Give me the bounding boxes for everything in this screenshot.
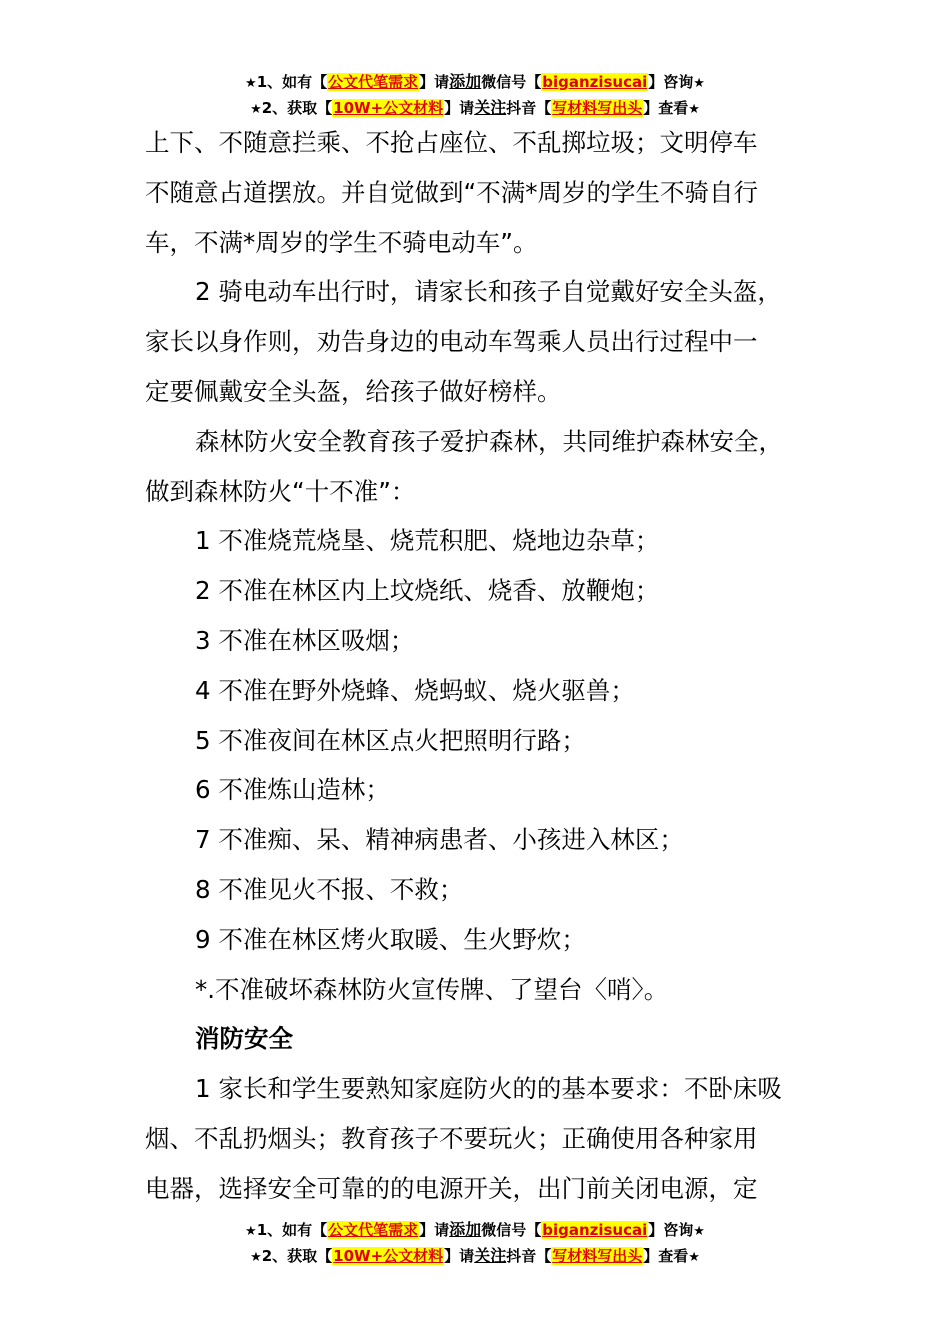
star-icon: ★ <box>693 1224 705 1239</box>
text-line: 做到森林防火“十不准”： <box>145 476 416 506</box>
highlight-service: 公文代笔需求 <box>328 1221 419 1239</box>
highlight-materials: 10W+公文材料 <box>333 99 444 117</box>
star-icon: ★ <box>688 102 700 117</box>
footer-banner <box>0 1218 950 1270</box>
highlight-materials: 10W+公文材料 <box>333 1247 444 1265</box>
highlight-wechat-id: biganzisucai <box>542 73 648 91</box>
banner-line-2: ★2、获取【10W+公文材料】请关注抖音【写材料写出头】查看★ <box>250 98 700 117</box>
text-line: 烟、不乱扔烟头；教育孩子不要玩火；正确使用各种家用 <box>145 1123 758 1153</box>
list-item: 2 不准在林区内上坟烧纸、烧香、放鞭炮； <box>195 576 660 606</box>
banner-line-1: ★1、如有【公文代笔需求】请添加微信号【biganzisucai】咨询★ <box>245 72 705 91</box>
text-line: 不随意占道摆放。并自觉做到“不满*周岁的学生不骑自行 <box>145 177 758 207</box>
text-line: 车，不满*周岁的学生不骑电动车”。 <box>145 227 538 257</box>
list-item: 7 不准痴、呆、精神病患者、小孩进入林区； <box>195 825 684 855</box>
text-line: 电器，选择安全可靠的的电源开关，出门前关闭电源，定 <box>145 1173 758 1203</box>
star-icon: ★ <box>245 1224 257 1239</box>
star-icon: ★ <box>250 1250 262 1265</box>
highlight-wechat-id: biganzisucai <box>542 1221 648 1239</box>
document-body <box>145 118 825 1214</box>
list-item: *.不准破坏森林防火宣传牌、了望台〈哨〉。 <box>195 974 669 1004</box>
list-item: 3 不准在林区吸烟； <box>195 625 415 655</box>
list-item: 5 不准夜间在林区点火把照明行路； <box>195 725 586 755</box>
text-line: 1 家长和学生要熟知家庭防火的的基本要求：不卧床吸 <box>195 1074 782 1104</box>
header-banner <box>0 70 950 122</box>
banner-line-2: ★2、获取【10W+公文材料】请关注抖音【写材料写出头】查看★ <box>250 1246 700 1265</box>
text-line: 森林防火安全教育孩子爱护森林，共同维护森林安全， <box>195 426 783 456</box>
text-line: 上下、不随意拦乘、不抢占座位、不乱掷垃圾；文明停车 <box>145 128 758 157</box>
list-item: 1 不准烧荒烧垦、烧荒积肥、烧地边杂草； <box>195 526 660 556</box>
text-line: 家长以身作则，劝告身边的电动车驾乘人员出行过程中一 <box>145 327 758 357</box>
highlight-douyin: 写材料写出头 <box>552 1247 643 1265</box>
list-item: 4 不准在野外烧蜂、烧蚂蚁、烧火驱兽； <box>195 675 635 705</box>
star-icon: ★ <box>688 1250 700 1265</box>
list-item: 8 不准见火不报、不救； <box>195 874 464 904</box>
list-item: 6 不准炼山造林； <box>195 775 390 805</box>
text-line: 2 骑电动车出行时，请家长和孩子自觉戴好安全头盔， <box>195 277 782 307</box>
highlight-service: 公文代笔需求 <box>328 73 419 91</box>
text-line: 定要佩戴安全头盔，给孩子做好榜样。 <box>145 376 562 406</box>
star-icon: ★ <box>693 76 705 91</box>
star-icon: ★ <box>245 76 257 91</box>
list-item: 9 不准在林区烤火取暖、生火野炊； <box>195 924 586 954</box>
star-icon: ★ <box>250 102 262 117</box>
highlight-douyin: 写材料写出头 <box>552 99 643 117</box>
section-heading: 消防安全 <box>195 1024 293 1054</box>
banner-line-1: ★1、如有【公文代笔需求】请添加微信号【biganzisucai】咨询★ <box>245 1220 705 1239</box>
